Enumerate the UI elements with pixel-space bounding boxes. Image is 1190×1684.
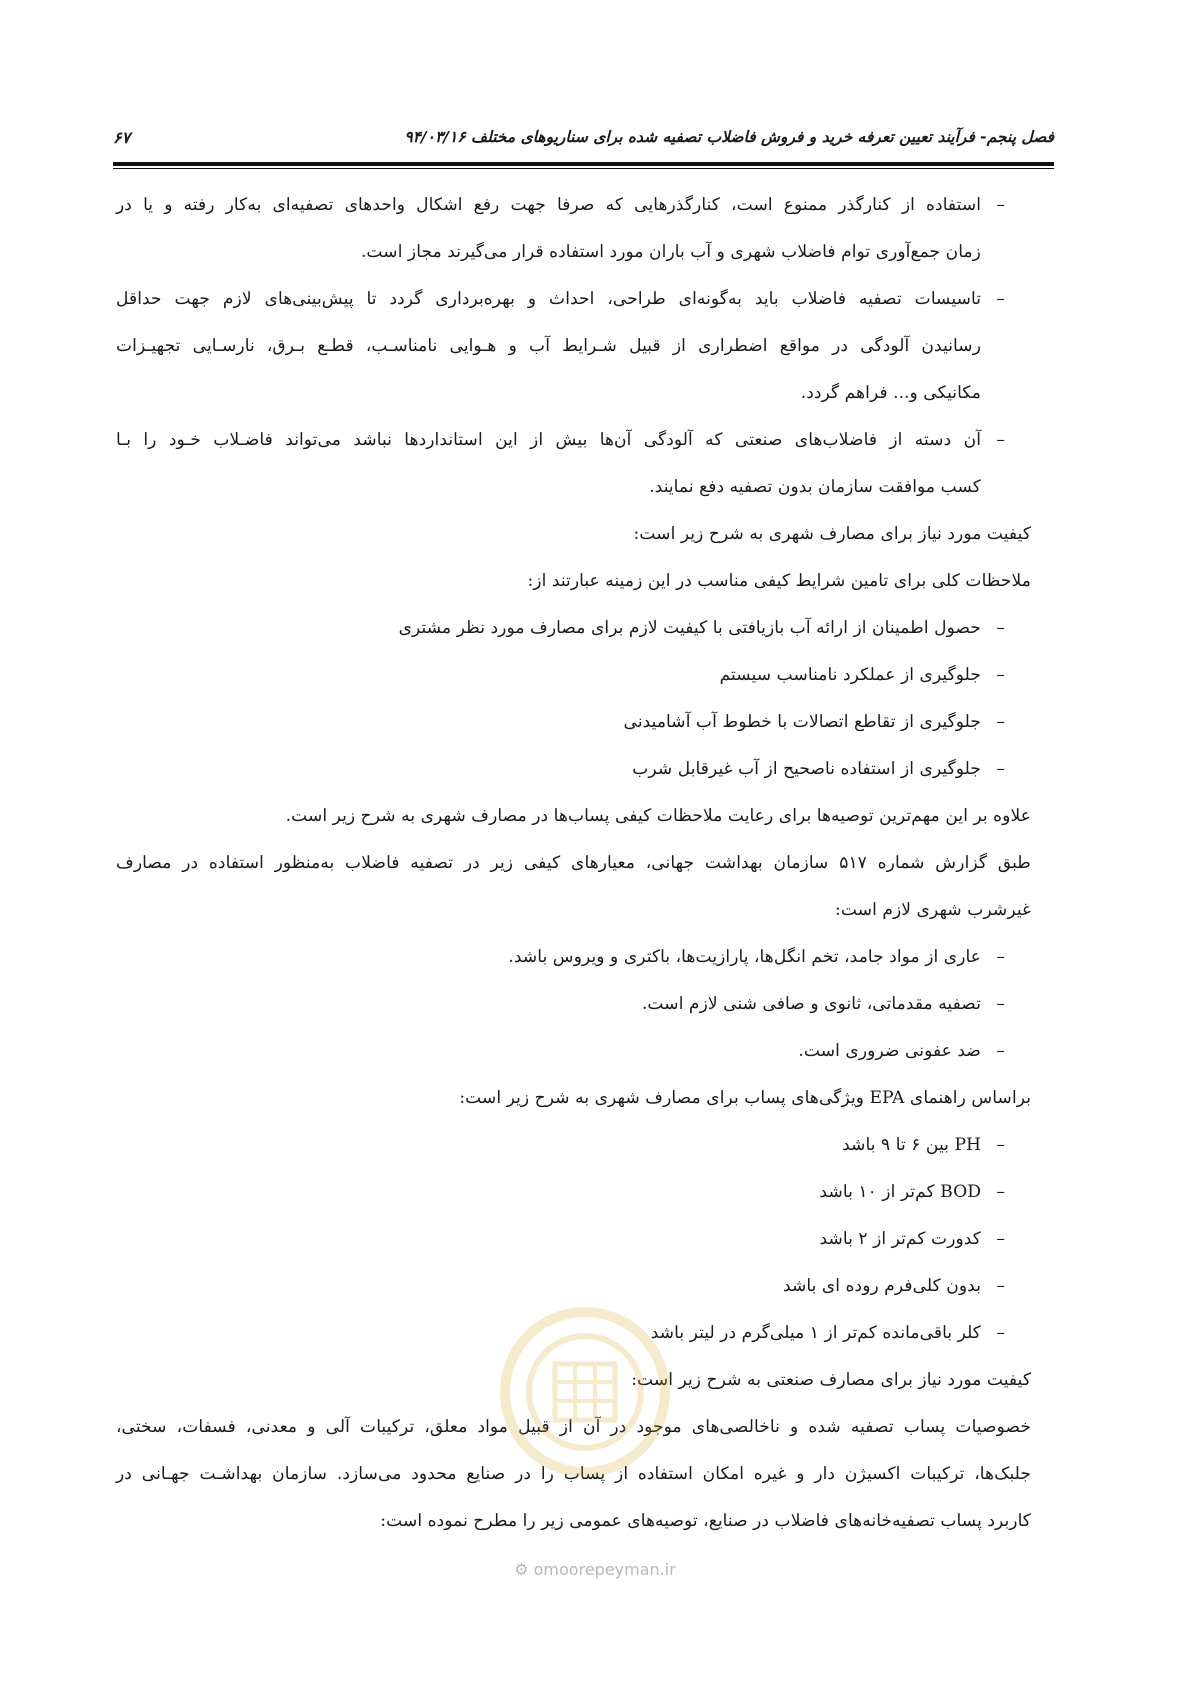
industrial-paragraph-line-1: خصوصیات پساب تصفیه شده و ناخالصی‌های موجود در آن از قبیل مواد معلق، ترکیبات آلی و معدنی، فسفات، سختی، — [116, 1417, 1031, 1437]
dash-marker: – — [996, 289, 1005, 309]
dash-marker: – — [996, 618, 1005, 638]
dash-marker: – — [996, 712, 1005, 732]
dash-marker: – — [996, 947, 1005, 967]
watermark-logo — [485, 1302, 685, 1482]
bullet-bypass-line-2: زمان جمع‌آوری توام فاضلاب شهری و آب باران مورد استفاده قرار می‌گیرند مجاز است. — [360, 242, 981, 262]
watermark-site: ⚙ omoorepeyman.ir — [514, 1560, 676, 1579]
dash-marker: – — [996, 665, 1005, 685]
bullet-industrial-line-1: – آن دسته از فاضلاب‌های صنعتی که آلودگی آن‌ها بیش از این استانداردها نباشد می‌تواند فاضـلاب خـود را بـا — [116, 417, 1031, 464]
list-item: – ضد عفونی ضروری است. — [116, 1028, 1031, 1075]
list-item: – جلوگیری از استفاده ناصحیح از آب غیرقابل شرب — [116, 746, 1031, 793]
list-item: – PH بین ۶ تا ۹ باشد — [116, 1122, 1031, 1169]
who-report-line-1: طبق گزارش شماره ۵۱۷ سازمان بهداشت جهانی، معیارهای کیفی زیر در تصفیه فاضلاب به‌منظور استفاده در مصارف — [116, 853, 1031, 873]
chapter-title: فصل پنجم- فرآیند تعیین تعرفه خرید و فروش فاضلاب تصفیه شده برای سناریوهای مختلف ۹۴/۰۳/۱۶ — [404, 128, 1054, 146]
dash-marker: – — [996, 430, 1005, 450]
dash-marker: – — [996, 195, 1005, 215]
list-item: – حصول اطمینان از ارائه آب بازیافتی با کیفیت لازم برای مصارف مورد نظر مشتری — [116, 605, 1031, 652]
dash-marker: – — [996, 759, 1005, 779]
bullet-facility-line-1: – تاسیسات تصفیه فاضلاب باید به‌گونه‌ای طراحی، احداث و بهره‌برداری گردد تا پیش‌بینی‌های لازم جهت حداقل — [116, 276, 1031, 323]
dash-marker: – — [996, 1041, 1005, 1061]
dash-marker: – — [996, 994, 1005, 1014]
list-item: – کلر باقی‌مانده کم‌تر از ۱ میلی‌گرم در لیتر باشد — [116, 1310, 1031, 1357]
dash-marker: – — [996, 1276, 1005, 1296]
bullet-industrial-line-2: کسب موافقت سازمان بدون تصفیه دفع نمایند. — [649, 477, 981, 497]
bullet-bypass-line-1: – استفاده از کنارگذر ممنوع است، کنارگذرهایی که صرفا جهت رفع اشکال واحدهای تصفیه‌ای به‌کار رفته و یا در — [116, 182, 1031, 229]
list-item: – BOD کم‌تر از ۱۰ باشد — [116, 1169, 1031, 1216]
dash-marker: – — [996, 1135, 1005, 1155]
list-item: – تصفیه مقدماتی، ثانوی و صافی شنی لازم است. — [116, 981, 1031, 1028]
epa-guideline-intro: براساس راهنمای EPA ویژگی‌های پساب برای مصارف شهری به شرح زیر است: — [459, 1088, 1031, 1108]
who-report-line-2: غیرشرب شهری لازم است: — [835, 900, 1031, 920]
header-rule-thick — [113, 162, 1054, 166]
recommendations-paragraph: علاوه بر این مهم‌ترین توصیه‌ها برای رعایت ملاحظات کیفی پساب‌ها در مصارف شهری به شرح زیر است. — [285, 806, 1031, 826]
list-item: – بدون کلی‌فرم روده ای باشد — [116, 1263, 1031, 1310]
list-item: – جلوگیری از تقاطع اتصالات با خطوط آب آشامیدنی — [116, 699, 1031, 746]
bullet-facility-line-2: رسانیدن آلودگی در مواقع اضطراری از قبیل شـرایط آب و هـوایی نامناسـب، قطـع بـرق، نارسـایی تجهیـزات — [116, 336, 981, 356]
list-item: – عاری از مواد جامد، تخم انگل‌ها، پارازیت‌ها، باکتری و ویروس باشد. — [116, 934, 1031, 981]
industrial-quality-heading: کیفیت مورد نیاز برای مصارف صنعتی به شرح زیر است: — [631, 1370, 1031, 1390]
header-rule-thin — [113, 168, 1054, 169]
list-item: – کدورت کم‌تر از ۲ باشد — [116, 1216, 1031, 1263]
page-header — [113, 128, 1054, 154]
page-number: ۶۷ — [113, 128, 131, 147]
dash-marker: – — [996, 1229, 1005, 1249]
bullet-facility-line-3: مکانیکی و... فراهم گردد. — [800, 383, 981, 403]
dash-marker: – — [996, 1323, 1005, 1343]
urban-quality-heading: کیفیت مورد نیاز برای مصارف شهری به شرح زیر است: — [633, 524, 1031, 544]
industrial-paragraph-line-3: کاربرد پساب تصفیه‌خانه‌های فاضلاب در صنایع، توصیه‌های عمومی زیر را مطرح نموده است: — [380, 1511, 1031, 1531]
general-considerations-intro: ملاحظات کلی برای تامین شرایط کیفی مناسب در این زمینه عبارتند از: — [527, 571, 1031, 591]
industrial-paragraph-line-2: جلبک‌ها، ترکیبات اکسیژن دار و غیره امکان استفاده از پساب را در صنایع محدود می‌سازد. سازمان بهداشـت جهـانی در — [116, 1464, 1031, 1484]
list-item: – جلوگیری از عملکرد نامناسب سیستم — [116, 652, 1031, 699]
dash-marker: – — [996, 1182, 1005, 1202]
